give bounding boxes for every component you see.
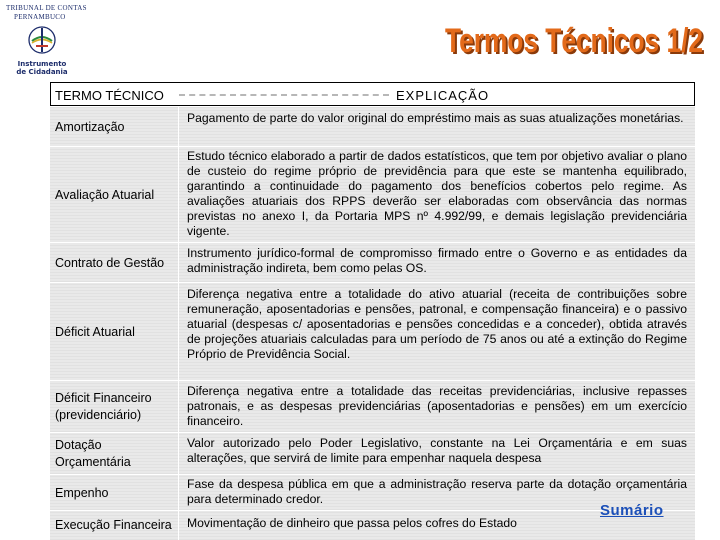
- row-term: Execução Financeira: [55, 518, 172, 532]
- row-explanation: Pagamento de parte do valor original do empréstimo mais as suas atualizações monetárias.: [187, 111, 684, 125]
- row-explanation: Movimentação de dinheiro que passa pelos cofres do Estado: [187, 516, 517, 530]
- logo-subtitle-2: de Cidadania: [16, 68, 68, 76]
- row-explanation: Fase da despesa pública em que a administração reserva parte da dotação orçamentária para determinado credor.: [187, 477, 687, 506]
- table-row: [50, 146, 695, 242]
- row-explanation: Valor autorizado pelo Poder Legislativo, constante na Lei Orçamentária e em suas alterações, que servirá de limite para empenhar naquela despesa: [187, 436, 687, 465]
- logo-subtitle-1: Instrumento: [17, 60, 67, 68]
- row-term: Déficit Atuarial: [55, 324, 135, 339]
- table-row: [50, 510, 695, 540]
- page-title-text: Termos Técnicos 1/2: [445, 22, 703, 60]
- tce-logo: [0, 0, 87, 80]
- table-header: [50, 82, 695, 106]
- row-term: Avaliação Atuarial: [55, 187, 155, 202]
- table-row: [50, 242, 695, 282]
- logo-line2: PERNAMBUCO: [14, 13, 66, 21]
- row-term: Déficit Financeiro (previdenciário): [55, 391, 152, 422]
- row-explanation: Diferença negativa entre a totalidade das receitas previdenciárias, inclusive repasses patronais, e as despesas previdenciárias (aposentadorias e pensões) em um exercício financeiro.: [187, 384, 687, 428]
- page-title: [440, 14, 710, 64]
- table-row: [50, 282, 695, 380]
- svg-text:Termos Técnicos 1/2: Termos Técnicos 1/2: [447, 24, 705, 62]
- table-row: [50, 106, 695, 146]
- row-term: Amortização: [55, 119, 125, 134]
- logo-line1: TRIBUNAL DE CONTAS: [6, 4, 87, 12]
- table-row: [50, 432, 695, 474]
- header-explanation: EXPLICAÇÃO: [396, 88, 490, 103]
- row-term: Dotação Orçamentária: [55, 438, 131, 469]
- row-explanation: Estudo técnico elaborado a partir de dados estatísticos, que tem por objetivo avaliar o plano de custeio do regime próprio de previdência para que este se mantenha equilibrado, garantindo a continuidade do pagamento dos benefícios cobertos pelo regime. As avaliações atuariais dos RPPS deverão ser elaboradas com observância das normas previstas no anexo I, da Portaria MPS nº 4.992/99, e demais legislação previdenciária vigente.: [187, 149, 687, 238]
- table-row: [50, 380, 695, 432]
- sumario-link[interactable]: Sumário: [600, 502, 664, 519]
- emblem-icon: [26, 24, 58, 56]
- header-dash-line: [179, 94, 389, 96]
- row-explanation: Diferença negativa entre a totalidade do ativo atuarial (receita de contribuições sobre remuneração, aposentadorias e pensões, patronal, e compensação financeira) e o passivo atuarial (despesas c/ aposentadorias e pensões concedidas e a conceder), obtida através de projeções atuariais calculadas para um período de 75 anos ou até a extinção do Regime Próprio de Previdência Social.: [187, 287, 687, 361]
- table-row: [50, 474, 695, 510]
- terms-table: [50, 82, 695, 540]
- header-term: TERMO TÉCNICO: [55, 88, 164, 103]
- row-explanation: Instrumento jurídico-formal de compromisso firmado entre o Governo e as entidades da administração indireta, bem como pelas OS.: [187, 246, 687, 275]
- row-term: Empenho: [55, 485, 109, 500]
- row-term: Contrato de Gestão: [55, 255, 165, 270]
